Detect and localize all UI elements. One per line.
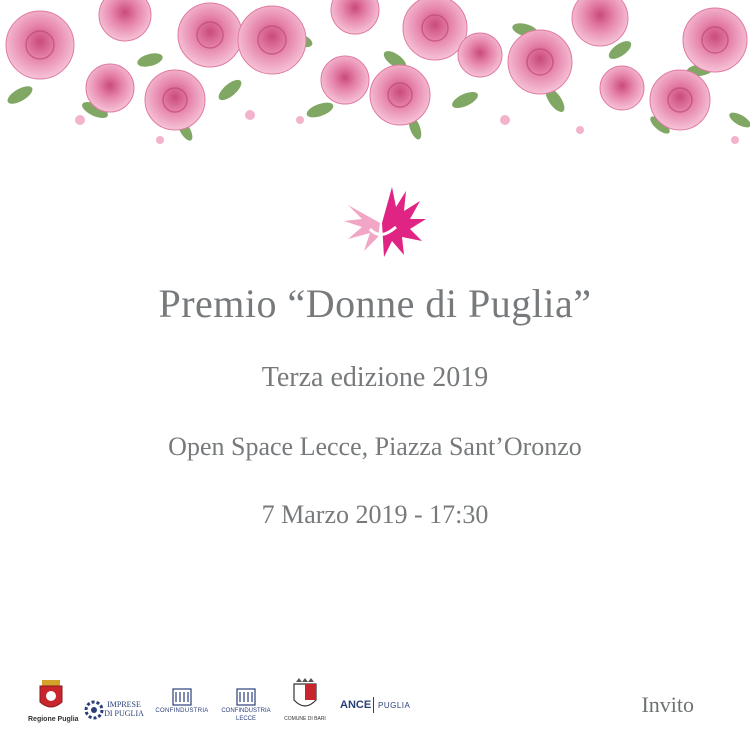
confindustria-lecce-logo: [218, 678, 274, 728]
event-title: Premio “Donne di Puglia”: [158, 281, 592, 326]
confindustria-lecce-line1: CONFINDUSTRIA: [221, 708, 271, 714]
confindustria-label: CONFINDUSTRIA: [155, 708, 209, 714]
comune-di-bari-crest-icon: [290, 678, 320, 714]
regione-puglia-logo: [28, 678, 79, 728]
ance-puglia-logo: [338, 678, 418, 728]
comune-di-bari-label: COMUNE DI BARI: [284, 716, 326, 722]
award-emblem-icon: [340, 183, 430, 263]
comune-di-bari-logo: [282, 678, 328, 728]
event-datetime: 7 Marzo 2019 - 17:30: [261, 500, 489, 529]
confindustria-emblem-icon: [172, 688, 192, 706]
confindustria-logo: [154, 678, 210, 728]
regione-puglia-crest-icon: [28, 678, 74, 714]
ance-divider: [373, 697, 374, 713]
floral-rose-border: [0, 0, 750, 160]
imprese-line2: DI PUGLIA: [104, 709, 144, 718]
regione-puglia-label: Regione Puglia: [28, 716, 79, 723]
sponsor-logos: [28, 678, 428, 728]
confindustria-lecce-line2: LECCE: [235, 716, 256, 722]
imprese-di-puglia-logo: [84, 678, 144, 728]
ance-label: ANCE: [340, 699, 372, 711]
confindustria-lecce-emblem-icon: [236, 688, 256, 706]
imprese-line1: IMPRESE: [107, 700, 141, 709]
event-venue: Open Space Lecce, Piazza Sant’Oronzo: [168, 432, 582, 461]
event-edition: Terza edizione 2019: [261, 362, 489, 393]
invite-label: Invito: [641, 692, 694, 717]
imprese-gear-icon: [84, 700, 104, 720]
ance-region-label: PUGLIA: [378, 701, 411, 710]
